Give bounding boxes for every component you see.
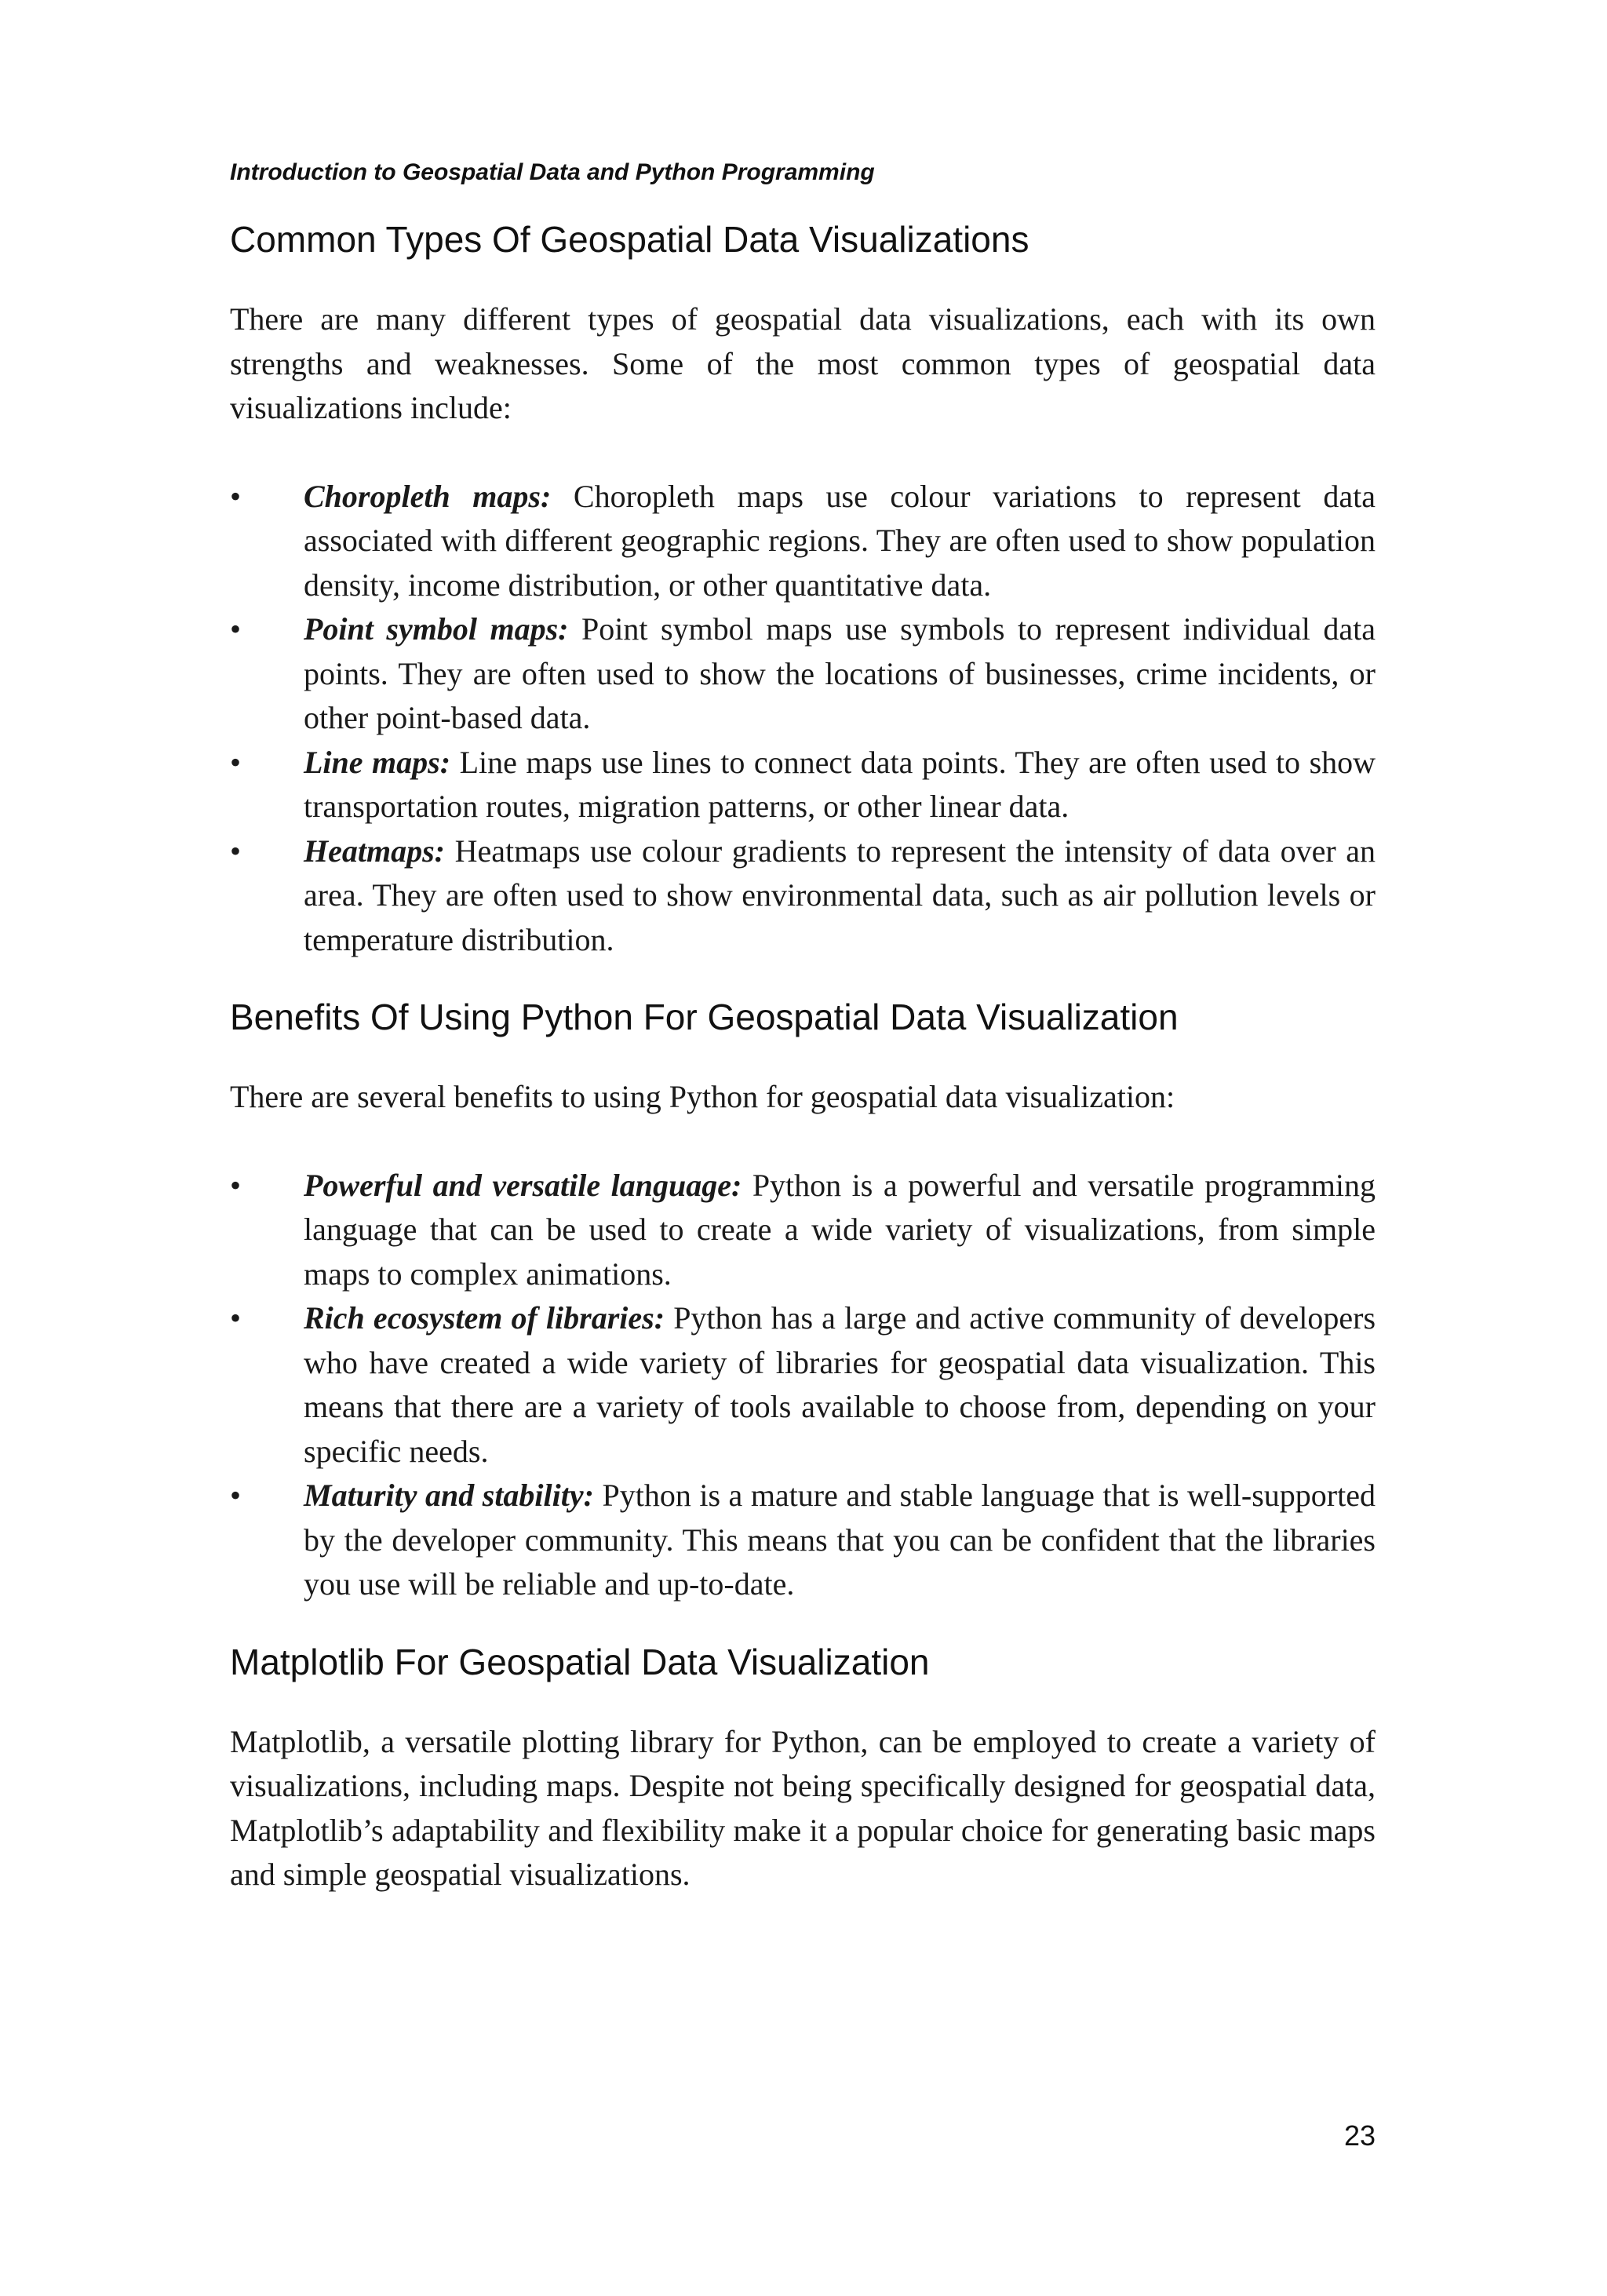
page-content <box>230 157 1376 1897</box>
list-item <box>230 741 1376 829</box>
section-heading-python-benefits: Benefits Of Using Python For Geospatial Data Visualization <box>230 997 1179 1037</box>
bullet-icon: • <box>230 744 242 780</box>
list-item <box>230 1164 1376 1297</box>
bullet-icon: • <box>230 1478 242 1513</box>
section-intro-matplotlib: Matplotlib, a versatile plotting library for Python, can be employed to create a variety of visualizations, including maps. Despite not being specifically designed for geospatial data, Matplotlib’s adaptability and flexibility make it a popular choice for generating basic maps and simple geospatial visualizations. <box>230 1723 1376 1892</box>
python-benefits-list <box>230 1164 1376 1607</box>
list-item-text: Python has a large and active community of developers who have created a wide variety of libraries for geospatial data visualization. This means that there are a variety of tools available to choose from, depending on your specific needs. <box>304 1300 1376 1469</box>
list-item-text: Choropleth maps use colour variations to represent data associated with different geographic regions. They are often used to show population density, income distribution, or other quantitative data. <box>304 478 1376 603</box>
list-item-text: Point symbol maps use symbols to represent individual data points. They are often used to show the locations of businesses, crime incidents, or other point-based data. <box>304 611 1376 735</box>
list-item <box>230 829 1376 963</box>
list-item <box>230 607 1376 741</box>
list-item-term: Line maps: <box>304 744 451 780</box>
bullet-icon: • <box>230 478 242 514</box>
list-item <box>230 475 1376 608</box>
list-item-term: Choropleth maps: <box>304 478 552 514</box>
list-item <box>230 1474 1376 1607</box>
list-item-text: Heatmaps use colour gradients to represent the intensity of data over an area. They are often used to show environmental data, such as air pollution levels or temperature distribution. <box>304 833 1376 957</box>
list-item <box>230 1296 1376 1474</box>
list-item-text: Python is a mature and stable language that is well-supported by the developer community. This means that you can be confident that the libraries you use will be reliable and up-to-date. <box>304 1478 1376 1602</box>
list-item-term: Point symbol maps: <box>304 611 569 647</box>
list-item-text: Python is a powerful and versatile programming language that can be used to create a wide variety of visualizations, from simple maps to complex animations. <box>304 1167 1376 1292</box>
list-item-term: Heatmaps: <box>304 833 445 869</box>
section-intro-python-benefits: There are several benefits to using Python for geospatial data visualization: <box>230 1079 1175 1114</box>
section-intro-visualization-types: There are many different types of geospatial data visualizations, each with its own strengths and weaknesses. Some of the most common types of geospatial data visualizations include: <box>230 301 1376 425</box>
section-heading-matplotlib: Matplotlib For Geospatial Data Visualization <box>230 1641 930 1682</box>
page-number: 23 <box>1343 2119 1376 2152</box>
visualization-types-list <box>230 475 1376 963</box>
bullet-icon: • <box>230 1300 242 1336</box>
section-heading-visualization-types: Common Types Of Geospatial Data Visualizations <box>230 219 1029 260</box>
bullet-icon: • <box>230 833 242 869</box>
bullet-icon: • <box>230 611 242 647</box>
bullet-icon: • <box>230 1167 242 1203</box>
list-item-text: Line maps use lines to connect data points. They are often used to show transportation routes, migration patterns, or other linear data. <box>304 744 1376 824</box>
list-item-term: Rich ecosystem of libraries: <box>304 1300 665 1336</box>
list-item-term: Powerful and versatile language: <box>304 1167 742 1203</box>
list-item-term: Maturity and stability: <box>304 1478 594 1513</box>
running-head: Introduction to Geospatial Data and Python Programming <box>230 159 875 185</box>
